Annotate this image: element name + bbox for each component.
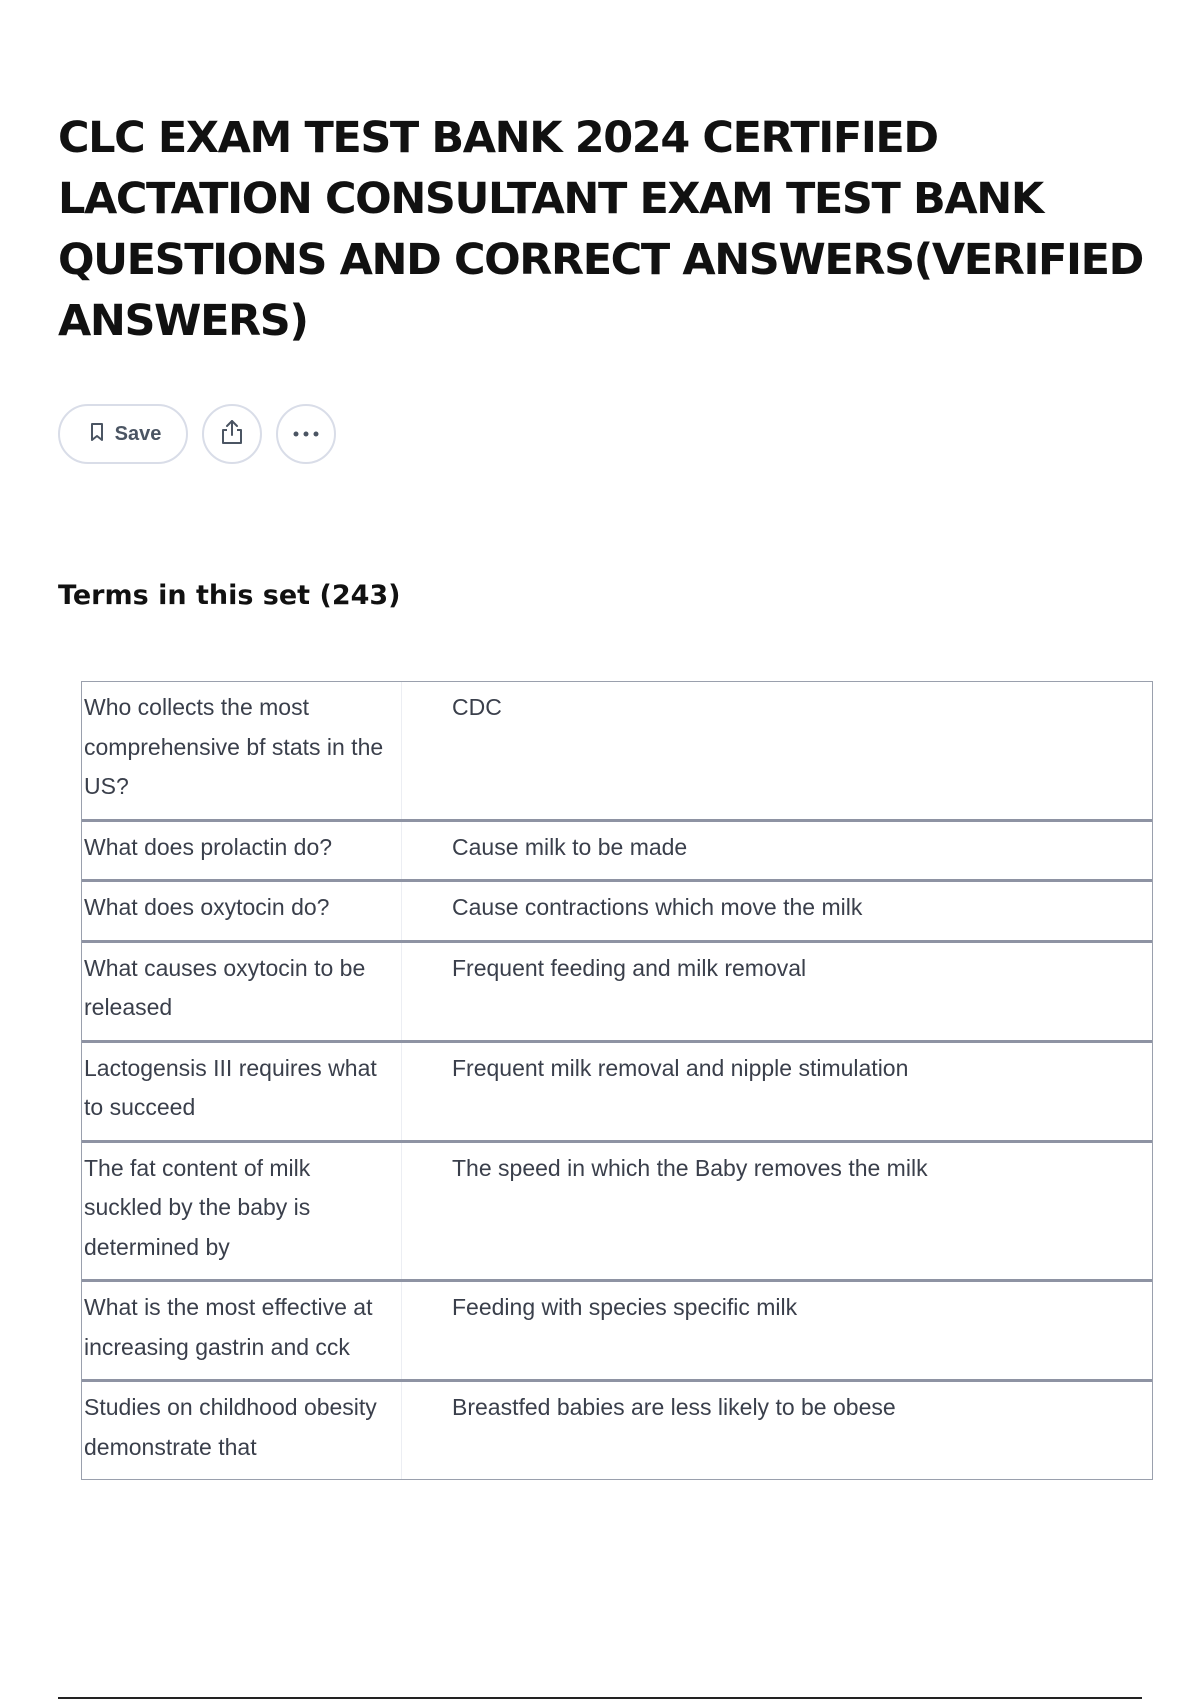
term-text: What causes oxytocin to be released (82, 943, 402, 1040)
term-row (82, 879, 1152, 940)
definition-text: Feeding with species specific milk (452, 1294, 798, 1320)
share-icon (219, 418, 245, 451)
term-row (82, 940, 1152, 1040)
definition-text: Breastfed babies are less likely to be obese (452, 1394, 896, 1420)
term-row (82, 1140, 1152, 1280)
definition-text: The speed in which the Baby removes the milk (452, 1154, 928, 1181)
bookmark-icon (89, 422, 105, 447)
term-row (82, 1279, 1152, 1379)
save-button[interactable] (58, 404, 188, 464)
term-text: The fat content of milk suckled by the baby is determined by (82, 1143, 402, 1280)
definition-text: Frequent milk removal and nipple stimulation (452, 1054, 909, 1081)
term-text: What is the most effective at increasing gastrin and cck (82, 1282, 402, 1379)
term-row (82, 819, 1152, 880)
terms-heading: Terms in this set (243) (58, 580, 401, 611)
term-row (82, 1379, 1152, 1479)
definition-text: CDC (452, 694, 502, 720)
more-horizontal-icon (292, 425, 320, 443)
term-row (82, 1040, 1152, 1140)
term-text: What does prolactin do? (82, 822, 402, 880)
term-text: Studies on childhood obesity demonstrate that (82, 1382, 402, 1479)
page-title: CLC EXAM TEST BANK 2024 CERTIFIED LACTATION CONSULTANT EXAM TEST BANK QUESTIONS AND CORRECT ANSWERS(VERIFIED ANSWERS) (58, 113, 1143, 346)
definition-text: Frequent feeding and milk removal (452, 954, 807, 981)
action-bar (58, 404, 336, 464)
share-button[interactable] (202, 404, 262, 464)
terms-table (81, 681, 1153, 1480)
term-text: What does oxytocin do? (82, 882, 402, 940)
definition-text: Cause milk to be made (452, 833, 688, 860)
term-text: Who collects the most comprehensive bf stats in the US? (82, 682, 402, 819)
page-divider (58, 1697, 1142, 1699)
more-options-button[interactable] (276, 404, 336, 464)
term-text: Lactogensis III requires what to succeed (82, 1043, 402, 1140)
definition-text: Cause contractions which move the milk (452, 894, 863, 920)
save-label: Save (114, 422, 162, 445)
term-row (82, 682, 1152, 819)
